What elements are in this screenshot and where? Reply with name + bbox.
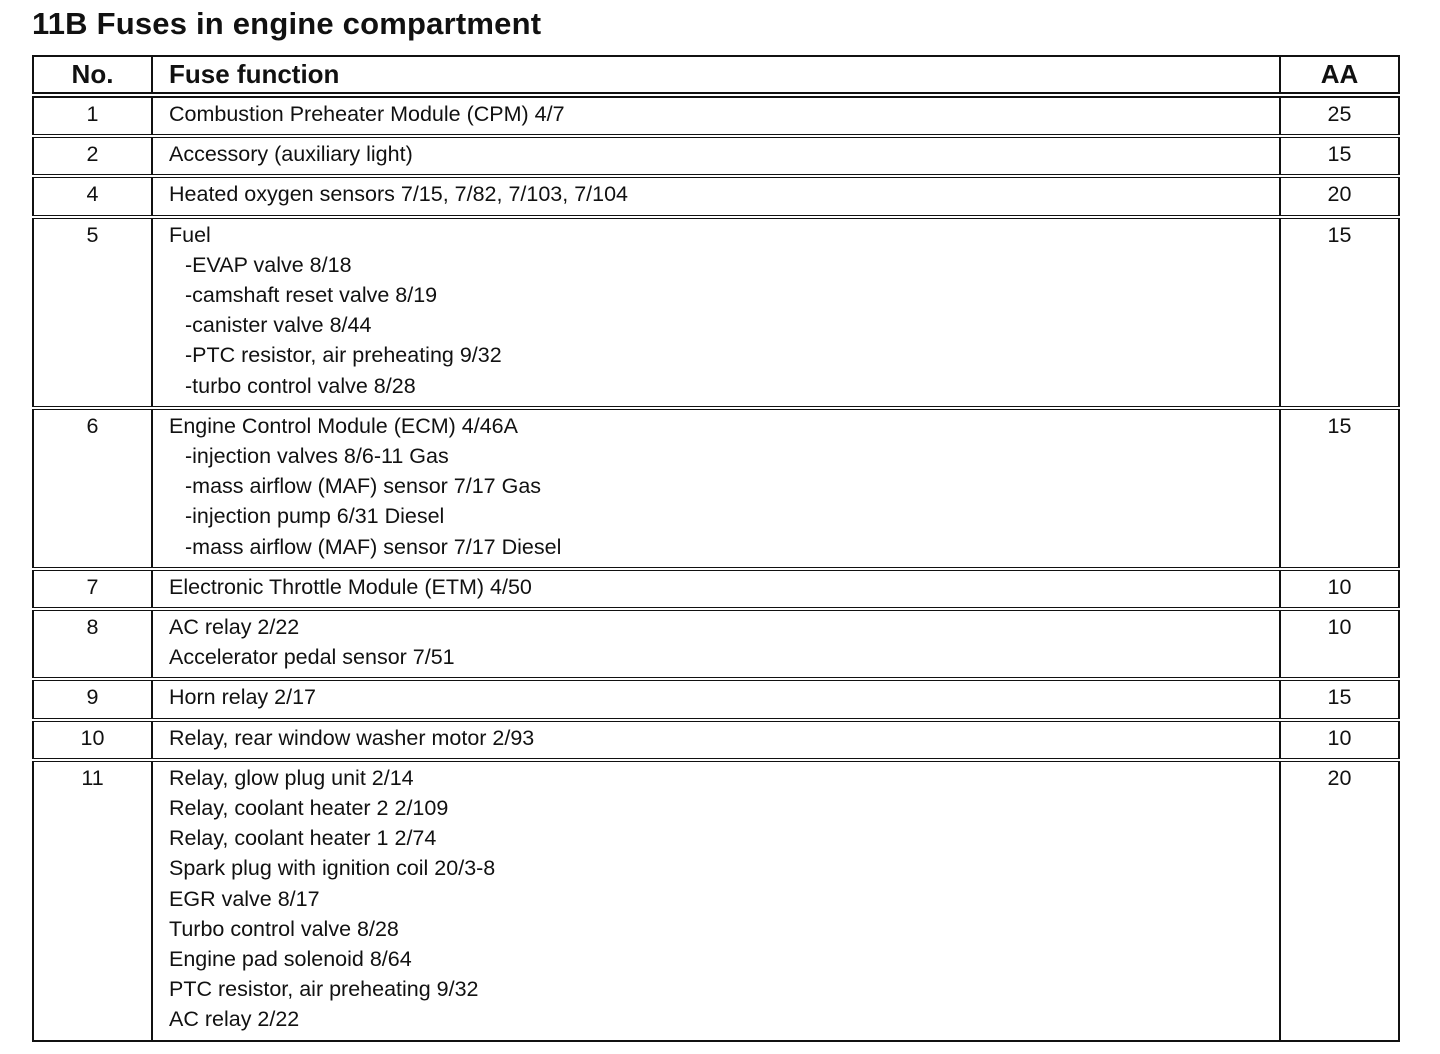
fuse-function-line: Accelerator pedal sensor 7/51 <box>169 645 455 670</box>
fuse-number-cell: 7 <box>33 569 152 609</box>
table-header-row <box>33 56 1399 95</box>
fuse-amperage-cell: 15 <box>1280 217 1399 408</box>
table-row <box>33 569 1399 609</box>
fuse-function-line: Fuel <box>169 222 211 247</box>
fuse-number-cell: 11 <box>33 760 152 1041</box>
table-row <box>33 760 1399 1041</box>
fuse-function-line: PTC resistor, air preheating 9/32 <box>169 977 479 1002</box>
fuse-function-subitem: -mass airflow (MAF) sensor 7/17 Gas <box>185 474 542 499</box>
fuse-number-cell: 5 <box>33 217 152 408</box>
fuse-function-line: EGR valve 8/17 <box>169 886 320 911</box>
fuse-function-line: AC relay 2/22 <box>169 1007 300 1032</box>
fuse-amperage-cell: 15 <box>1280 408 1399 569</box>
fuse-function-cell <box>152 408 1280 569</box>
fuse-function-line: Electronic Throttle Module (ETM) 4/50 <box>169 574 532 599</box>
fuse-function-cell <box>152 720 1280 760</box>
page-title: 11B Fuses in engine compartment <box>32 6 542 41</box>
fuse-function-line: Relay, rear window washer motor 2/93 <box>169 725 535 750</box>
fuse-number-cell: 1 <box>33 95 152 136</box>
fuse-function-subitem: -mass airflow (MAF) sensor 7/17 Diesel <box>185 534 562 559</box>
fuse-function-line: Relay, coolant heater 2 2/109 <box>169 796 449 821</box>
fuse-function-subitem: -PTC resistor, air preheating 9/32 <box>185 343 502 368</box>
fuse-function-line: Relay, coolant heater 1 2/74 <box>169 826 437 851</box>
fuse-number-cell: 2 <box>33 136 152 176</box>
fuse-function-line: Horn relay 2/17 <box>169 685 316 710</box>
table-row <box>33 136 1399 176</box>
fuse-function-cell <box>152 95 1280 136</box>
fuse-function-line: Accessory (auxiliary light) <box>169 142 413 167</box>
fuse-number-cell: 4 <box>33 176 152 216</box>
fuse-amperage-cell: 10 <box>1280 720 1399 760</box>
table-row <box>33 95 1399 136</box>
fuse-amperage-cell: 15 <box>1280 136 1399 176</box>
fuse-amperage-cell: 10 <box>1280 609 1399 679</box>
column-header-fuse-function: Fuse function <box>152 56 1280 95</box>
fuse-function-cell <box>152 679 1280 719</box>
fuse-function-cell <box>152 609 1280 679</box>
fuse-function-line: Heated oxygen sensors 7/15, 7/82, 7/103, 7/104 <box>169 182 628 207</box>
fuse-number-cell: 8 <box>33 609 152 679</box>
fuse-amperage-cell: 20 <box>1280 760 1399 1041</box>
fuse-function-subitem: -injection valves 8/6-11 Gas <box>185 444 449 469</box>
fuse-function-cell <box>152 136 1280 176</box>
table-row <box>33 609 1399 679</box>
table-row <box>33 217 1399 408</box>
table-body <box>33 95 1399 1041</box>
table-row <box>33 176 1399 216</box>
column-header-amperage: AA <box>1280 56 1399 95</box>
fuse-amperage-cell: 25 <box>1280 95 1399 136</box>
fuse-function-line: Engine pad solenoid 8/64 <box>169 947 412 972</box>
fuse-function-subitem: -injection pump 6/31 Diesel <box>185 504 445 529</box>
fuse-function-subitem: -EVAP valve 8/18 <box>185 252 352 277</box>
fuse-function-line: Turbo control valve 8/28 <box>169 916 399 941</box>
fuse-function-cell <box>152 569 1280 609</box>
fuse-function-line: Relay, glow plug unit 2/14 <box>169 765 414 790</box>
table-row <box>33 408 1399 569</box>
fuse-function-subitem: -turbo control valve 8/28 <box>185 373 416 398</box>
fuse-function-cell <box>152 176 1280 216</box>
fuse-function-subitem: -canister valve 8/44 <box>185 313 372 338</box>
fuse-table <box>32 55 1400 1042</box>
fuse-function-line: Combustion Preheater Module (CPM) 4/7 <box>169 102 565 126</box>
fuse-amperage-cell: 10 <box>1280 569 1399 609</box>
column-header-no: No. <box>33 56 152 95</box>
fuse-function-cell <box>152 760 1280 1041</box>
fuse-function-line: Engine Control Module (ECM) 4/46A <box>169 413 518 438</box>
fuse-function-cell <box>152 217 1280 408</box>
fuse-function-subitem: -camshaft reset valve 8/19 <box>185 283 438 308</box>
fuse-number-cell: 6 <box>33 408 152 569</box>
fuse-amperage-cell: 20 <box>1280 176 1399 216</box>
fuse-function-line: AC relay 2/22 <box>169 615 300 640</box>
fuse-amperage-cell: 15 <box>1280 679 1399 719</box>
fuse-number-cell: 10 <box>33 720 152 760</box>
fuse-number-cell: 9 <box>33 679 152 719</box>
table-row <box>33 720 1399 760</box>
fuse-function-line: Spark plug with ignition coil 20/3-8 <box>169 856 496 881</box>
table-row <box>33 679 1399 719</box>
